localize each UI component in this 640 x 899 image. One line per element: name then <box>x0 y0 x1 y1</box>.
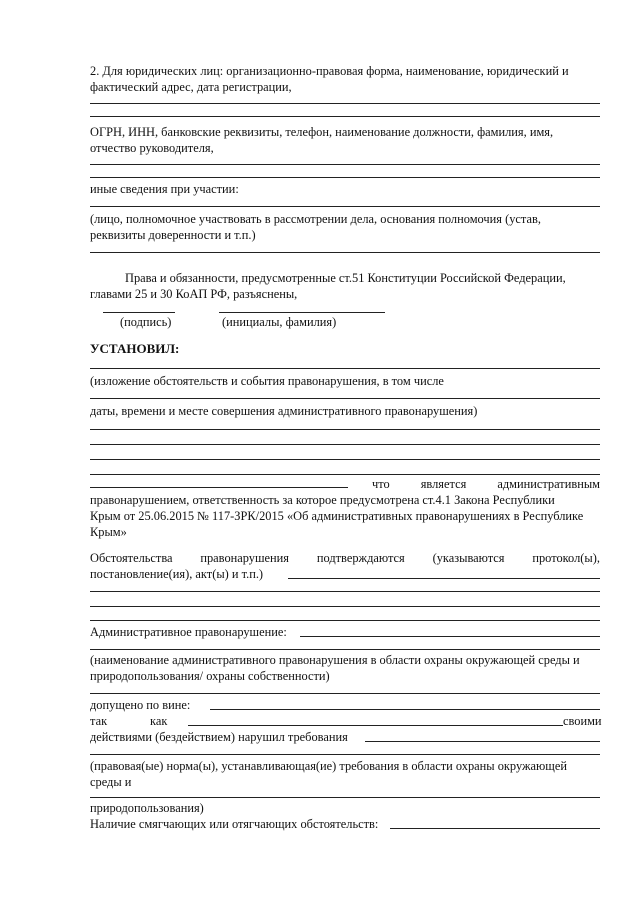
that-is-administrative-row <box>372 476 600 492</box>
fill-line <box>90 206 600 207</box>
fill-line <box>90 177 600 178</box>
legal-line2: Крым от 25.06.2015 № 117-ЗРК/2015 «Об административных правонарушениях в Республике <box>90 509 584 523</box>
offense-label: Административное правонарушение: <box>90 625 287 639</box>
fill-line <box>90 103 600 104</box>
fill-line <box>390 828 600 829</box>
rights-line1: Права и обязанности, предусмотренные ст.51 Конституции Российской Федерации, <box>125 271 566 285</box>
section2-line2: фактический адрес, дата регистрации, <box>90 80 292 94</box>
fill-line <box>90 164 600 165</box>
fill-line <box>90 429 600 430</box>
word-own: своими <box>563 714 602 728</box>
representative-hint-line2: реквизиты доверенности и т.п.) <box>90 228 256 242</box>
initials-line <box>219 312 385 313</box>
norms-hint-line1: (правовая(ые) норма(ы), устанавливающая(ие) требования в области охраны окружающей <box>90 759 567 773</box>
offense-hint-line1: (наименование административного правонарушения в области охраны окружающей среды и <box>90 653 580 667</box>
fill-line <box>90 252 600 253</box>
word-as: как <box>150 714 168 728</box>
representative-hint-line1: (лицо, полномочное участвовать в рассмотрении дела, основания полномочия (устав, <box>90 212 541 226</box>
word-what: что <box>372 477 390 491</box>
other-info-label: иные сведения при участии: <box>90 182 239 196</box>
fill-line <box>90 444 600 445</box>
legal-line1: правонарушением, ответственность за которое предусмотрена ст.4.1 Закона Республики <box>90 493 555 507</box>
fill-line <box>90 754 600 755</box>
legal-line3: Крым» <box>90 525 127 539</box>
fill-line <box>188 725 563 726</box>
fill-line <box>210 709 600 710</box>
fill-line <box>90 797 600 798</box>
norms-hint-line2: среды и <box>90 775 132 789</box>
ogrn-line2: отчество руководителя, <box>90 141 214 155</box>
word-circumstances: Обстоятельства <box>90 551 173 565</box>
fill-line <box>90 116 600 117</box>
circumstances-confirmed-row <box>90 550 600 566</box>
ogrn-line1: ОГРН, ИНН, банковские реквизиты, телефон, наименование должности, фамилия, имя, <box>90 125 554 139</box>
documents-line: постановление(ия), акт(ы) и т.п.) <box>90 567 264 581</box>
fill-line <box>90 591 600 592</box>
section2-line1: 2. Для юридических лиц: организационно-правовая форма, наименование, юридический и <box>90 64 569 78</box>
fill-line <box>288 578 600 579</box>
signature-caption: (подпись) <box>120 315 172 329</box>
word-administrative: административным <box>497 477 600 491</box>
circumstances-hint-line1: (изложение обстоятельств и события правонарушения, в том числе <box>90 374 444 388</box>
offense-hint-line2: природопользования/ охраны собственности) <box>90 669 330 683</box>
signature-line <box>103 312 175 313</box>
fill-line <box>300 636 600 637</box>
admitted-label: допущено по вине: <box>90 698 191 712</box>
established-heading: УСТАНОВИЛ: <box>90 341 180 356</box>
fill-line <box>90 620 600 621</box>
mitigating-label: Наличие смягчающих или отягчающих обстоятельств: <box>90 817 379 831</box>
rights-line2: главами 25 и 30 КоАП РФ, разъяснены, <box>90 287 298 301</box>
fill-line <box>90 459 600 460</box>
fill-line <box>90 649 600 650</box>
word-indicated: (указываются <box>432 551 505 565</box>
fill-line <box>90 398 600 399</box>
fill-line <box>365 741 600 742</box>
initials-caption: (инициалы, фамилия) <box>222 315 337 329</box>
fill-line <box>90 368 600 369</box>
fill-line <box>90 606 600 607</box>
word-so: так <box>90 714 108 728</box>
fill-line <box>90 474 600 475</box>
word-confirmed: подтверждаются <box>316 551 405 565</box>
fill-line <box>90 693 600 694</box>
circumstances-hint-line2: даты, времени и месте совершения административного правонарушения) <box>90 404 478 418</box>
nature-use-label: природопользования) <box>90 801 204 815</box>
fill-line <box>90 487 348 488</box>
word-is: является <box>420 477 467 491</box>
actions-label: действиями (бездействием) нарушил требования <box>90 730 348 744</box>
word-protocols: протокол(ы), <box>532 551 600 565</box>
word-offense: правонарушения <box>200 551 290 565</box>
